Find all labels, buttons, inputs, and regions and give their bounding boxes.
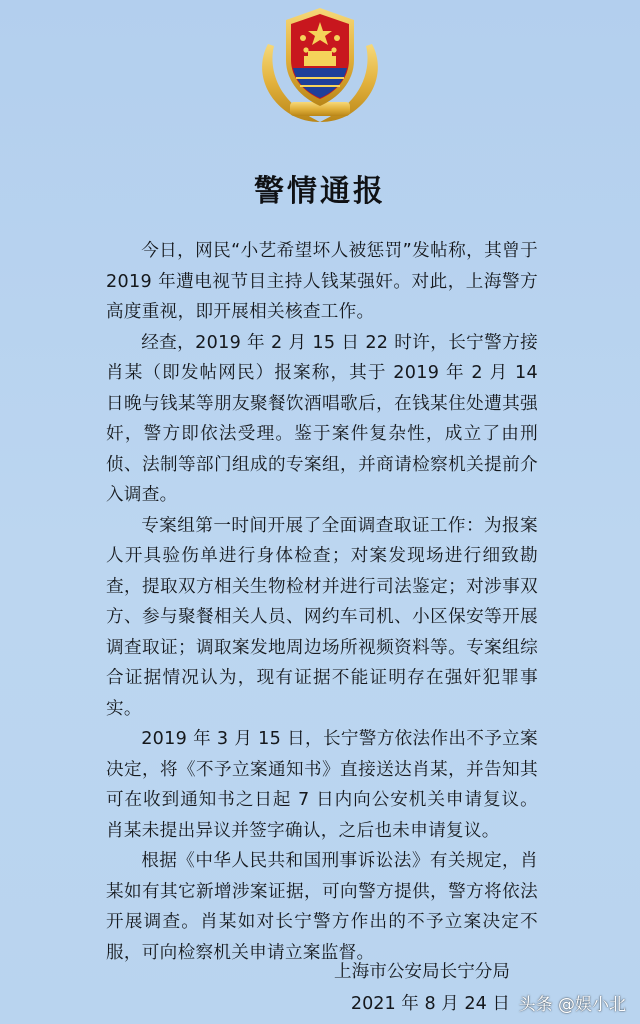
- notice-paragraph: 2019 年 3 月 15 日，长宁警方依法作出不予立案决定，将《不予立案通知书》直接送达肖某，并告知其可在收到通知书之日起 7 日内向公安机关申请复议。肖某未提出异议并签字确认，之后也未申请复议。: [106, 729, 538, 841]
- notice-title: 警情通报: [254, 174, 386, 209]
- notice-body: [106, 236, 538, 968]
- signature-date: 2021 年 8 月 24 日: [350, 994, 510, 1014]
- notice-paragraph: 专案组第一时间开展了全面调查取证工作：为报案人开具验伤单进行身体检查；对案发现场进行细致勘查，提取双方相关生物检材并进行司法鉴定；对涉事双方、参与聚餐相关人员、网约车司机、小区保安等开展调查取证；调取案发地周边场所视频资料等。专案组综合证据情况认为，现有证据不能证明存在强奸犯罪事实。: [106, 515, 538, 719]
- notice-paragraph: 今日，网民“小艺希望坏人被惩罚”发帖称，其曾于 2019 年遭电视节目主持人钱某强奸。对此，上海警方高度重视，即开展相关核查工作。: [106, 241, 538, 322]
- notice-paragraph: 根据《中华人民共和国刑事诉讼法》有关规定，肖某如有其它新增涉案证据，可向警方提供，警方将依法开展调查。肖某如对长宁警方作出的不予立案决定不服，可向检察机关申请立案监督。: [106, 851, 538, 963]
- police-emblem-icon: [250, 4, 390, 126]
- notice-paragraph: 经查，2019 年 2 月 15 日 22 时许，长宁警方接肖某（即发帖网民）报案称，其于 2019 年 2 月 14 日晚与钱某等朋友聚餐饮酒唱歌后，在钱某住处遭其强奸，警方即依法受理。鉴于案件复杂性，成立了由刑侦、法制等部门组成的专案组，并商请检察机关提前介入调查。: [106, 332, 538, 505]
- watermark: 头条 @娱小北: [518, 995, 626, 1015]
- signature-organization: 上海市公安局长宁分局: [334, 962, 510, 982]
